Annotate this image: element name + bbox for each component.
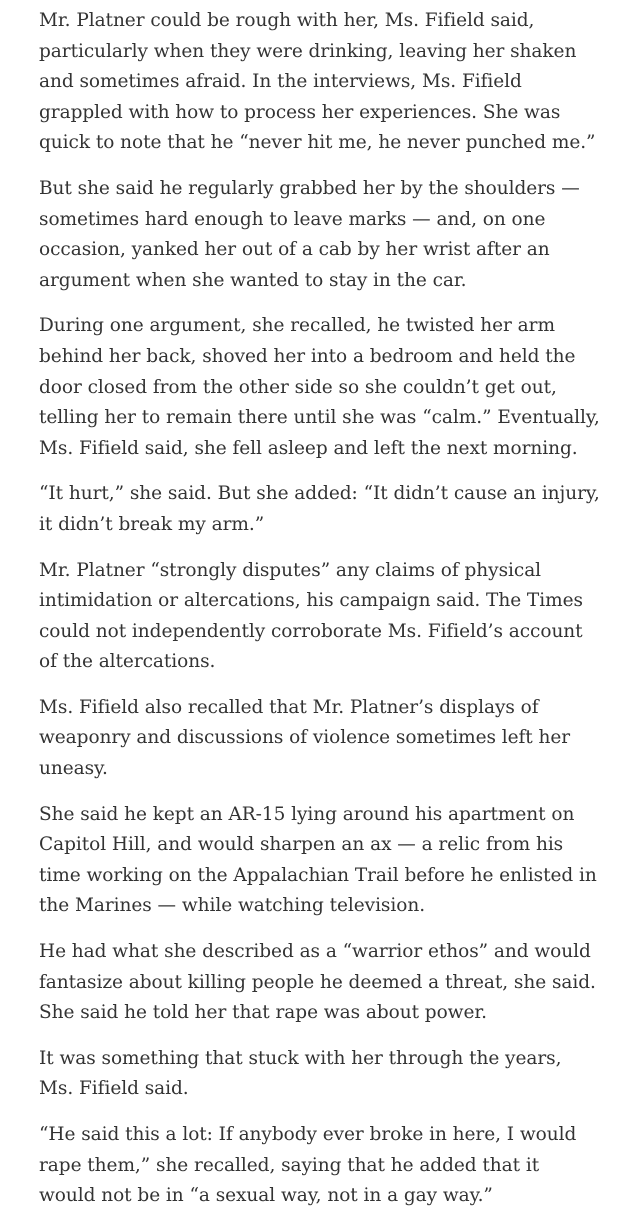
paragraph: “It hurt,” she said. But she added: “It didn’t cause an injury, it didn’t break my arm.” <box>39 483 600 535</box>
paragraph: “He said this a lot: If anybody ever broke in here, I would rape them,” she recalled, saying that he added that it would not be in “a sexual way, not in a gay way.” <box>39 1124 577 1207</box>
paragraph: He had what she described as a “warrior ethos” and would fantasize about killing people he deemed a threat, she said. She said he told her that rape was about power. <box>39 941 596 1024</box>
paragraph: But she said he regularly grabbed her by the shoulders — sometimes hard enough to leave marks — and, on one occasion, yanked her out of a cab by her wrist after an argument when she wanted to stay in the car. <box>39 177 580 291</box>
paragraph: It was something that stuck with her through the years, Ms. Fifield said. <box>39 1047 562 1100</box>
paragraph: Mr. Platner “strongly disputes” any claims of physical intimidation or altercations, his campaign said. The Times could not independently corroborate Ms. Fifield’s account of the altercations. <box>39 559 583 673</box>
paragraph: Ms. Fifield also recalled that Mr. Platner’s displays of weaponry and discussions of violence sometimes left her uneasy. <box>39 696 571 780</box>
paragraph: During one argument, she recalled, he twisted her arm behind her back, shoved her into a bedroom and held the door closed from the other side so she couldn’t get out, telling her to remain there until she was “calm.” Eventually, Ms. Fifield said, she fell asleep and left the next morning. <box>39 315 600 459</box>
paragraph: She said he kept an AR-15 lying around his apartment on Capitol Hill, and would sharpen an ax — a relic from his time working on the Appalachian Trail before he enlisted in the Marines — while watching television. <box>39 803 597 917</box>
paragraph: Mr. Platner could be rough with her, Ms. Fifield said, particularly when they were drinking, leaving her shaken and sometimes afraid. In the interviews, Ms. Fifield grappled with how to process her experiences. She was quick to note that he “never hit me, he never punched me.” <box>39 10 596 154</box>
